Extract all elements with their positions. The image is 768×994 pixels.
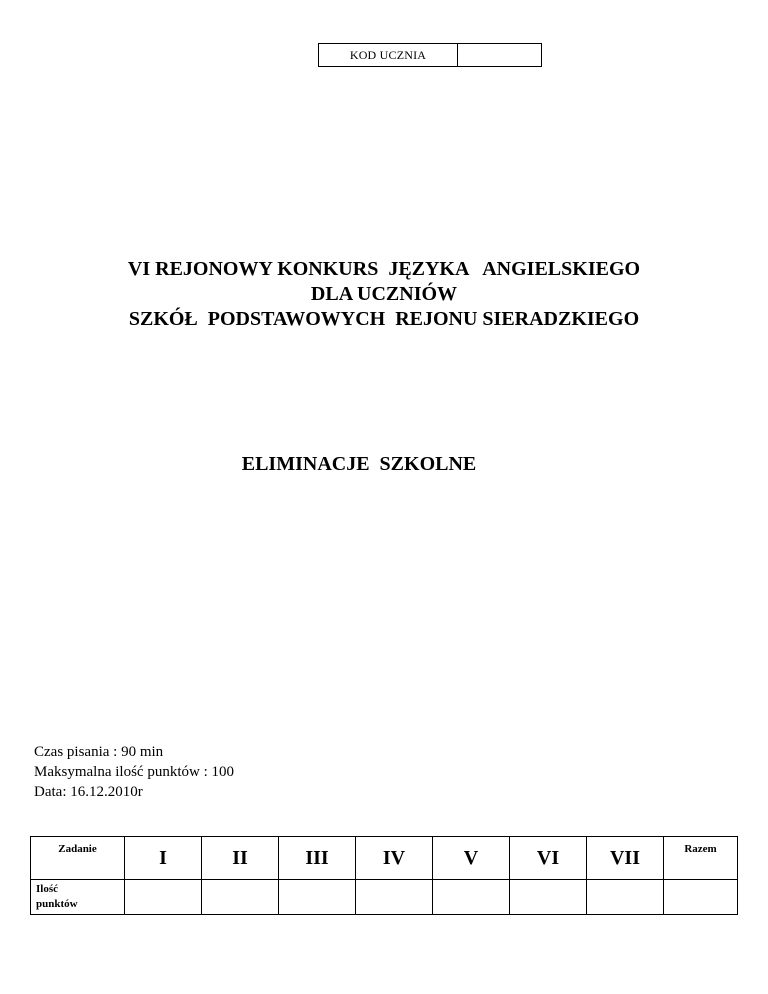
- points-cell-7[interactable]: [587, 880, 664, 915]
- score-table-points-row: [31, 880, 738, 915]
- score-table: [30, 836, 738, 915]
- points-row-header: [31, 880, 125, 915]
- task-header-1: I: [125, 837, 202, 880]
- exam-date: Data: 16.12.2010r: [34, 784, 143, 800]
- exam-max-points: Maksymalna ilość punktów : 100: [34, 764, 234, 780]
- exam-time: Czas pisania : 90 min: [34, 744, 164, 760]
- stage-subtitle: ELIMINACJE SZKOLNE: [241, 453, 477, 475]
- points-cell-4[interactable]: [356, 880, 433, 915]
- contest-title-line-2: DLA UCZNIÓW: [310, 283, 458, 305]
- task-header-4: IV: [356, 837, 433, 880]
- points-cell-2[interactable]: [202, 880, 279, 915]
- points-row-header-line-1: Ilość: [36, 883, 58, 895]
- total-header: Razem: [664, 837, 738, 880]
- task-row-header: Zadanie: [31, 837, 125, 880]
- exam-info: [34, 742, 234, 802]
- contest-title-line-1: VI REJONOWY KONKURS JĘZYKA ANGIELSKIEGO: [127, 258, 641, 280]
- task-header-2: II: [202, 837, 279, 880]
- points-cell-total[interactable]: [664, 880, 738, 915]
- points-row-header-line-2: punktów: [36, 898, 78, 910]
- student-code-label: KOD UCZNIA: [319, 44, 458, 66]
- points-cell-3[interactable]: [279, 880, 356, 915]
- points-cell-6[interactable]: [510, 880, 587, 915]
- points-cell-1[interactable]: [125, 880, 202, 915]
- task-header-7: VII: [587, 837, 664, 880]
- student-code-field[interactable]: [458, 44, 541, 66]
- contest-title-line-3: SZKÓŁ PODSTAWOWYCH REJONU SIERADZKIEGO: [128, 308, 640, 330]
- task-header-5: V: [433, 837, 510, 880]
- contest-title: [0, 257, 768, 332]
- score-table-header-row: [31, 837, 738, 880]
- task-header-6: VI: [510, 837, 587, 880]
- points-cell-5[interactable]: [433, 880, 510, 915]
- student-code-box: [318, 43, 542, 67]
- task-header-3: III: [279, 837, 356, 880]
